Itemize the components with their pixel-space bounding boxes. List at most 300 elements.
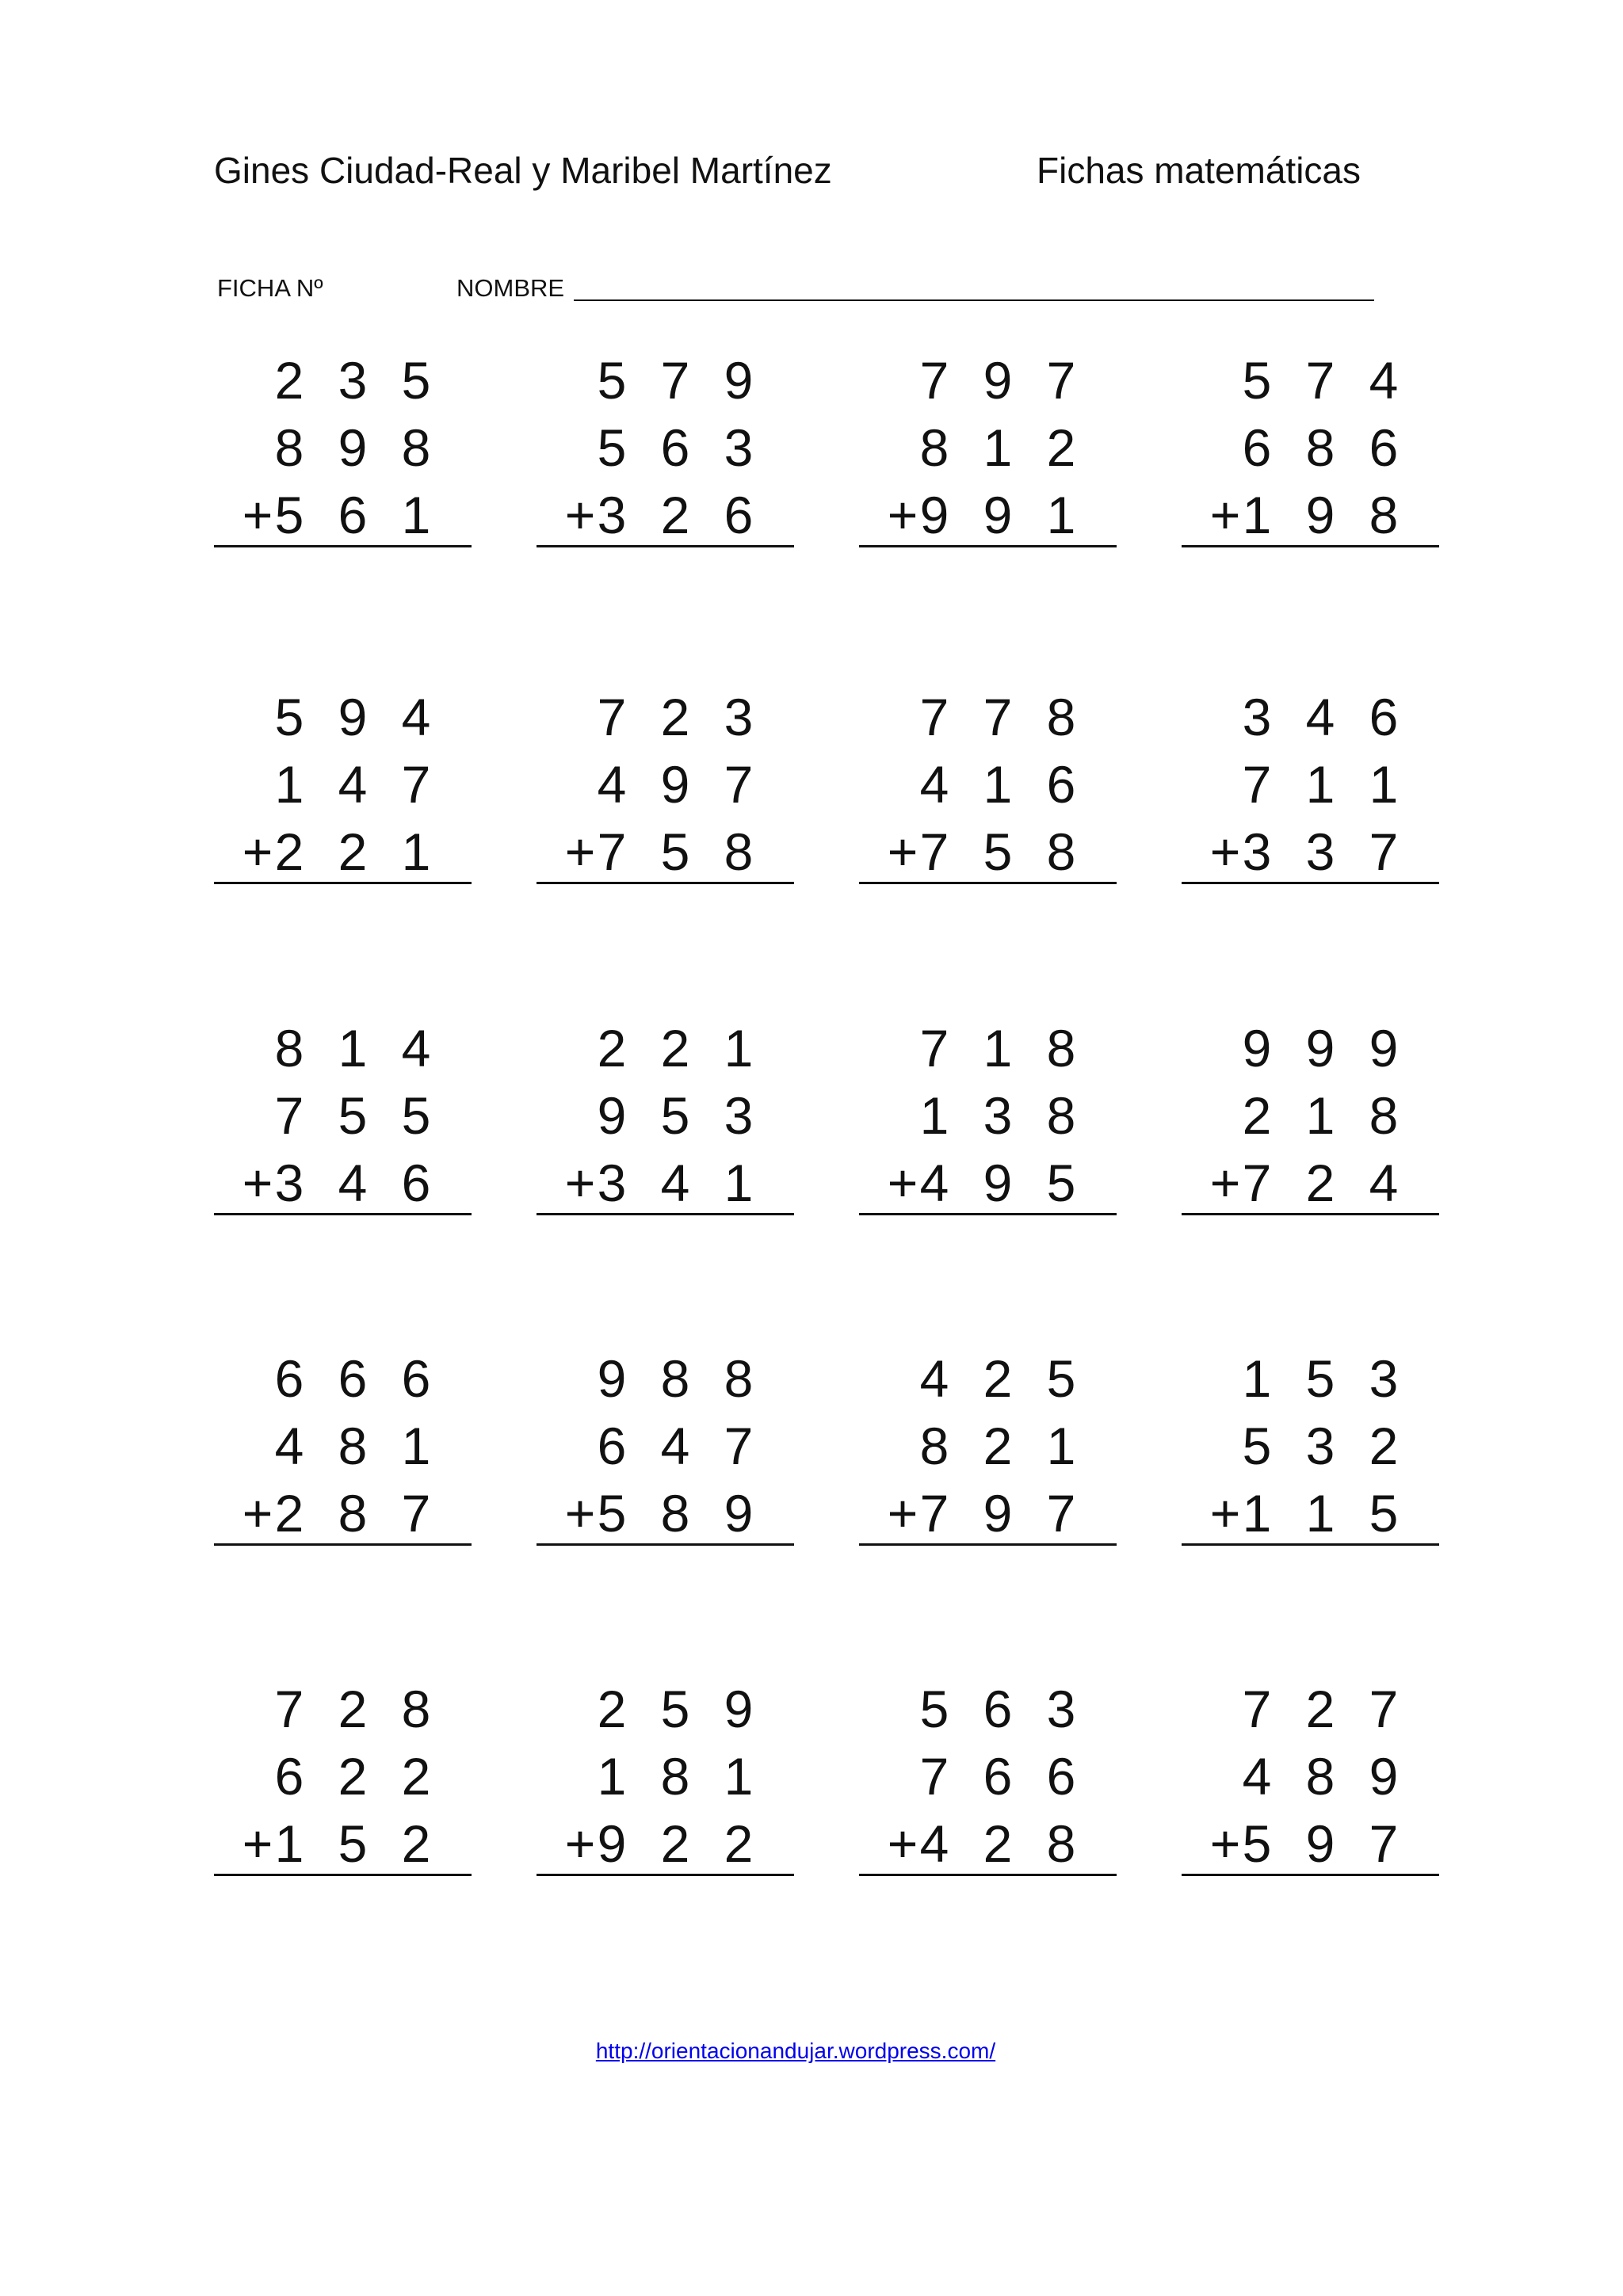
digit: 2 [660,1814,690,1873]
digit: 2 [338,1747,368,1806]
digit: 9 [1369,1747,1399,1806]
digit: 1 [401,1417,431,1475]
digit: 5 [1046,1154,1076,1212]
worksheet-title: Fichas matemáticas [1037,150,1361,191]
plus-sign: + [242,1814,273,1873]
digit: 1 [919,1086,949,1145]
sum-line [537,1874,794,1876]
digit: 2 [338,822,368,881]
digit: 5 [401,1086,431,1145]
digit: 1 [983,1019,1013,1077]
digit: 9 [983,1154,1013,1212]
addend-third [859,820,1117,883]
digit: 6 [1046,1747,1076,1806]
addition-problem [537,685,794,971]
digit: 4 [1369,1154,1399,1212]
digit: 6 [274,1747,304,1806]
digit: 6 [338,1349,368,1408]
digit: 2 [597,1680,627,1738]
addend-third [537,1812,794,1875]
digit: 2 [983,1417,1013,1475]
digit: 4 [660,1417,690,1475]
sum-line [537,1543,794,1546]
addend-first [859,1677,1117,1741]
digit: 6 [983,1680,1013,1738]
digit: 9 [1242,1019,1272,1077]
digit: 8 [401,1680,431,1738]
addend-first [1182,1677,1439,1741]
sum-line [214,1213,472,1215]
digit: 8 [660,1747,690,1806]
digit: 5 [1369,1484,1399,1543]
digit: 3 [983,1086,1013,1145]
digit: 7 [1242,755,1272,814]
addend-third [537,1151,794,1215]
digit: 7 [983,688,1013,746]
digit: 4 [660,1154,690,1212]
digit: 5 [660,822,690,881]
addend-first [214,349,472,412]
addition-problem [537,349,794,634]
plus-sign: + [564,1154,596,1212]
addend-second [537,1414,794,1478]
digit: 2 [401,1747,431,1806]
digit: 6 [660,418,690,477]
worksheet-authors: Gines Ciudad-Real y Maribel Martínez [214,150,832,191]
digit: 4 [919,1814,949,1873]
addend-second [1182,753,1439,816]
digit: 7 [1046,1484,1076,1543]
digit: 1 [724,1019,754,1077]
digit: 5 [274,688,304,746]
digit: 3 [274,1154,304,1212]
addend-third [214,1151,472,1215]
addend-first [214,685,472,749]
digit: 5 [597,418,627,477]
digit: 7 [919,1019,949,1077]
sum-line [1182,1213,1439,1215]
plus-sign: + [564,486,596,544]
digit: 3 [724,418,754,477]
sum-line [859,1874,1117,1876]
sum-line [214,882,472,884]
digit: 1 [401,822,431,881]
addend-first [537,1347,794,1410]
addend-first [214,1677,472,1741]
addition-problem [859,685,1117,971]
addition-problem [859,1347,1117,1632]
digit: 5 [274,486,304,544]
digit: 9 [338,418,368,477]
addend-first [537,685,794,749]
sum-line [537,882,794,884]
addend-first [859,1016,1117,1080]
digit: 9 [983,486,1013,544]
digit: 1 [1046,1417,1076,1475]
sum-line [859,545,1117,547]
plus-sign: + [1209,822,1241,881]
sum-line [537,545,794,547]
addend-second [1182,1414,1439,1478]
digit: 7 [1242,1680,1272,1738]
digit: 1 [274,755,304,814]
plus-sign: + [564,1484,596,1543]
sum-line [859,1213,1117,1215]
addend-third [214,1482,472,1545]
digit: 3 [724,1086,754,1145]
addition-problem [1182,685,1439,971]
addend-first [214,1016,472,1080]
digit: 8 [724,822,754,881]
plus-sign: + [564,822,596,881]
digit: 8 [1046,822,1076,881]
digit: 9 [983,1484,1013,1543]
digit: 9 [597,1814,627,1873]
addend-second [1182,1745,1439,1808]
digit: 7 [724,755,754,814]
digit: 7 [1242,1154,1272,1212]
digit: 7 [660,351,690,410]
digit: 4 [338,1154,368,1212]
digit: 3 [724,688,754,746]
addend-second [537,416,794,479]
addend-second [537,753,794,816]
addend-third [1182,483,1439,547]
digit: 4 [1369,351,1399,410]
digit: 5 [597,351,627,410]
addition-problem [859,349,1117,634]
digit: 9 [724,1484,754,1543]
sum-line [859,1543,1117,1546]
digit: 4 [401,1019,431,1077]
sum-line [214,1874,472,1876]
addend-second [214,753,472,816]
addition-problem [1182,1677,1439,1962]
digit: 4 [1242,1747,1272,1806]
addend-second [859,753,1117,816]
addend-third [1182,820,1439,883]
addend-third [214,483,472,547]
digit: 1 [1369,755,1399,814]
digit: 6 [597,1417,627,1475]
digit: 8 [1046,1086,1076,1145]
addend-second [1182,416,1439,479]
addend-third [537,483,794,547]
digit: 5 [1305,1349,1335,1408]
digit: 9 [724,351,754,410]
addend-third [214,1812,472,1875]
digit: 7 [1369,1814,1399,1873]
digit: 3 [1046,1680,1076,1738]
digit: 7 [1305,351,1335,410]
digit: 5 [338,1814,368,1873]
digit: 3 [1369,1349,1399,1408]
digit: 1 [401,486,431,544]
digit: 2 [660,486,690,544]
sum-line [1182,882,1439,884]
digit: 5 [401,351,431,410]
addition-problem [214,685,472,971]
digit: 2 [338,1680,368,1738]
digit: 5 [1242,1417,1272,1475]
plus-sign: + [1209,486,1241,544]
addend-first [1182,685,1439,749]
digit: 2 [660,1019,690,1077]
plus-sign: + [887,822,918,881]
digit: 2 [660,688,690,746]
digit: 6 [338,486,368,544]
digit: 2 [1046,418,1076,477]
plus-sign: + [242,822,273,881]
digit: 7 [597,688,627,746]
addend-second [537,1745,794,1808]
plus-sign: + [1209,1154,1241,1212]
digit: 7 [401,1484,431,1543]
addition-problem [214,1677,472,1962]
sum-line [1182,1543,1439,1546]
digit: 9 [1305,486,1335,544]
digit: 2 [983,1814,1013,1873]
digit: 6 [724,486,754,544]
digit: 5 [597,1484,627,1543]
digit: 9 [1369,1019,1399,1077]
digit: 2 [401,1814,431,1873]
addend-first [1182,1347,1439,1410]
digit: 5 [338,1086,368,1145]
digit: 4 [919,1349,949,1408]
digit: 3 [338,351,368,410]
digit: 4 [919,1154,949,1212]
digit: 7 [919,688,949,746]
digit: 7 [919,822,949,881]
digit: 2 [724,1814,754,1873]
digit: 1 [274,1814,304,1873]
digit: 8 [338,1484,368,1543]
ficha-number-label: FICHA Nº [217,274,323,302]
addend-first [859,349,1117,412]
plus-sign: + [887,1484,918,1543]
plus-sign: + [887,1154,918,1212]
digit: 5 [983,822,1013,881]
addend-first [214,1347,472,1410]
digit: 2 [274,1484,304,1543]
digit: 6 [1242,418,1272,477]
addend-first [859,1347,1117,1410]
digit: 2 [1242,1086,1272,1145]
plus-sign: + [887,1814,918,1873]
digit: 1 [724,1154,754,1212]
digit: 5 [1046,1349,1076,1408]
digit: 8 [1369,486,1399,544]
addition-problem [1182,349,1439,634]
addition-problem [537,1016,794,1302]
digit: 3 [1305,1417,1335,1475]
digit: 9 [1305,1019,1335,1077]
footer-website-link[interactable]: http://orientacionandujar.wordpress.com/ [595,2039,996,2063]
sum-line [214,1543,472,1546]
digit: 2 [1369,1417,1399,1475]
plus-sign: + [887,486,918,544]
digit: 2 [274,351,304,410]
digit: 3 [597,486,627,544]
digit: 4 [1305,688,1335,746]
addend-second [214,1414,472,1478]
digit: 8 [274,1019,304,1077]
digit: 8 [1046,1814,1076,1873]
digit: 3 [1242,688,1272,746]
digit: 8 [1046,1019,1076,1077]
addend-third [859,1151,1117,1215]
digit: 6 [1046,755,1076,814]
digit: 7 [919,1484,949,1543]
digit: 6 [1369,688,1399,746]
addend-first [537,1016,794,1080]
addend-third [859,1812,1117,1875]
digit: 9 [919,486,949,544]
digit: 7 [1046,351,1076,410]
digit: 1 [1046,486,1076,544]
addend-second [214,1084,472,1147]
digit: 8 [660,1349,690,1408]
digit: 6 [1369,418,1399,477]
name-write-line [574,299,1374,301]
digit: 7 [919,1747,949,1806]
addition-problem [1182,1016,1439,1302]
addend-second [859,1745,1117,1808]
addend-first [537,1677,794,1741]
digit: 1 [338,1019,368,1077]
digit: 2 [1305,1154,1335,1212]
addend-third [859,483,1117,547]
addend-third [859,1482,1117,1545]
digit: 3 [1242,822,1272,881]
addend-second [214,416,472,479]
addend-first [1182,1016,1439,1080]
digit: 7 [724,1417,754,1475]
digit: 5 [1242,351,1272,410]
addend-first [859,685,1117,749]
digit: 8 [1046,688,1076,746]
plus-sign: + [1209,1484,1241,1543]
digit: 9 [724,1680,754,1738]
digit: 4 [338,755,368,814]
digit: 4 [919,755,949,814]
digit: 1 [1242,1484,1272,1543]
sum-line [859,882,1117,884]
plus-sign: + [242,486,273,544]
digit: 6 [983,1747,1013,1806]
sum-line [537,1213,794,1215]
digit: 2 [1305,1680,1335,1738]
digit: 1 [1305,1484,1335,1543]
digit: 4 [401,688,431,746]
plus-sign: + [1209,1814,1241,1873]
digit: 1 [983,418,1013,477]
addend-second [859,1414,1117,1478]
digit: 5 [660,1680,690,1738]
addend-first [1182,349,1439,412]
digit: 7 [274,1680,304,1738]
plus-sign: + [242,1154,273,1212]
addend-third [1182,1812,1439,1875]
digit: 8 [338,1417,368,1475]
addend-third [1182,1151,1439,1215]
sum-line [1182,1874,1439,1876]
addend-third [1182,1482,1439,1545]
digit: 9 [597,1349,627,1408]
digit: 1 [1242,1349,1272,1408]
digit: 8 [919,418,949,477]
digit: 1 [724,1747,754,1806]
sum-line [214,545,472,547]
addition-problem [537,1347,794,1632]
digit: 8 [1369,1086,1399,1145]
digit: 9 [338,688,368,746]
addend-second [859,416,1117,479]
digit: 8 [660,1484,690,1543]
digit: 1 [983,755,1013,814]
digit: 4 [274,1417,304,1475]
addend-second [537,1084,794,1147]
digit: 1 [1242,486,1272,544]
digit: 7 [597,822,627,881]
digit: 1 [1305,755,1335,814]
addend-second [859,1084,1117,1147]
addend-second [214,1745,472,1808]
digit: 3 [597,1154,627,1212]
addition-problem [537,1677,794,1962]
name-label: NOMBRE [456,274,565,302]
digit: 9 [1305,1814,1335,1873]
plus-sign: + [564,1814,596,1873]
digit: 2 [983,1349,1013,1408]
digit: 7 [274,1086,304,1145]
digit: 7 [1369,822,1399,881]
digit: 6 [274,1349,304,1408]
addend-third [214,820,472,883]
addition-problem [214,1347,472,1632]
digit: 2 [274,822,304,881]
digit: 3 [1305,822,1335,881]
digit: 5 [919,1680,949,1738]
plus-sign: + [242,1484,273,1543]
addend-third [537,820,794,883]
digit: 6 [401,1154,431,1212]
addend-first [537,349,794,412]
addition-problem [859,1016,1117,1302]
digit: 9 [983,351,1013,410]
digit: 6 [401,1349,431,1408]
digit: 8 [1305,418,1335,477]
addend-second [1182,1084,1439,1147]
digit: 9 [597,1086,627,1145]
digit: 4 [597,755,627,814]
addend-third [537,1482,794,1545]
addition-problem [1182,1347,1439,1632]
digit: 5 [660,1086,690,1145]
digit: 7 [919,351,949,410]
addition-problem [214,1016,472,1302]
digit: 7 [401,755,431,814]
addition-problem [859,1677,1117,1962]
digit: 7 [1369,1680,1399,1738]
digit: 1 [597,1747,627,1806]
digit: 8 [724,1349,754,1408]
digit: 8 [274,418,304,477]
digit: 1 [1305,1086,1335,1145]
addition-problem [214,349,472,634]
digit: 2 [597,1019,627,1077]
